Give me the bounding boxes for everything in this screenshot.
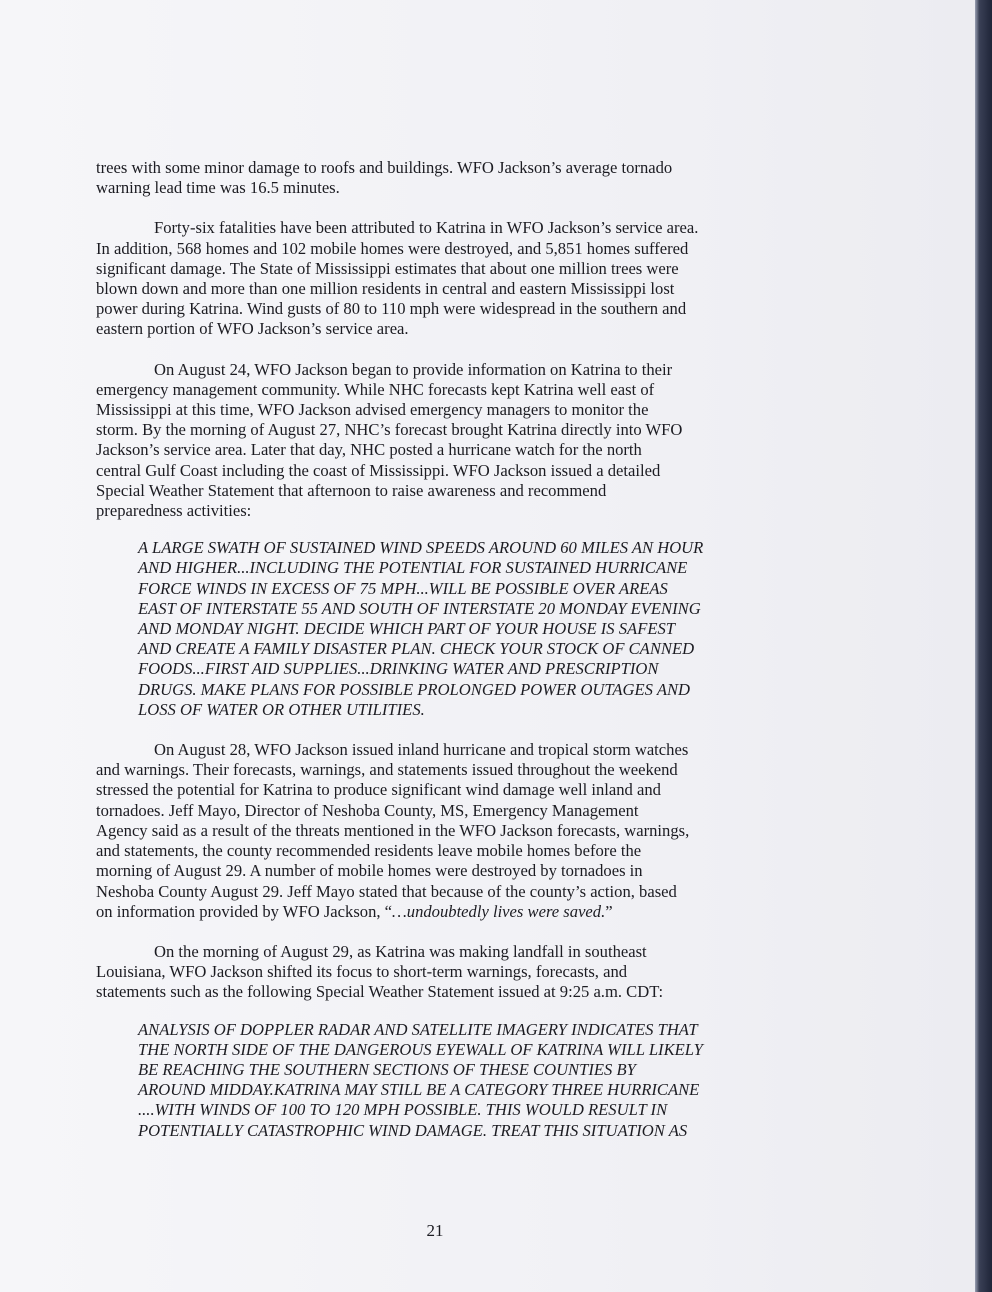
- binding-edge: [975, 0, 992, 1292]
- paragraph-august-29: On the morning of August 29, as Katrina was making landfall in southeast Louisiana, WFO Jackson shifted its focus to short-term warnings, forecasts, and statements such as the following Special Weather Statement issued at 9:25 a.m. CDT:: [96, 941, 664, 1002]
- paragraph-august-24: On August 24, WFO Jackson began to provide information on Katrina to their emergency management community. While NHC forecasts kept Katrina well east of Mississippi at this time, WFO Jackson advised emergency managers to monitor the storm. By the morning of August 27, NHC’s forecast brought Katrina directly into WFO Jackson’s service area. Later that day, NHC posted a hurricane watch for the north central Gulf Coast including the coast of Mississippi. WFO Jackson issued a detailed Special Weather Statement that afternoon to raise awareness and recommend preparedness activities:: [96, 359, 683, 521]
- page-number: 21: [426, 1221, 444, 1240]
- paragraph-fatalities: Forty-six fatalities have been attributed to Katrina in WFO Jackson’s service area. In addition, 568 homes and 102 mobile homes were destroyed, and 5,851 homes suffered significant damage. The State of Mississippi estimates that about one million trees were blown down and more than one million residents in central and eastern Mississippi lost power during Katrina. Wind gusts of 80 to 110 mph were widespread in the southern and eastern portion of WFO Jackson’s service area.: [96, 218, 699, 339]
- paragraph-tornado-lead-time: trees with some minor damage to roofs and buildings. WFO Jackson’s average tornado warning lead time was 16.5 minutes.: [96, 158, 673, 198]
- paragraph-august-28: [96, 740, 796, 922]
- doppler-radar-statement-quote: ANALYSIS OF DOPPLER RADAR AND SATELLITE IMAGERY INDICATES THAT THE NORTH SIDE OF THE DANGEROUS EYEWALL OF KATRINA WILL LIKELY BE REACHING THE SOUTHERN SECTIONS OF THESE COUNTIES BY AROUND MIDDAY.KATRINA MAY STILL BE A CATEGORY THREE HURRICANE ....WITH WINDS OF 100 TO 120 MPH POSSIBLE. THIS WOULD RESULT IN POTENTIALLY CATASTROPHIC WIND DAMAGE. TREAT THIS SITUATION AS: [138, 1019, 703, 1140]
- closing-quote-mark: ”: [605, 901, 613, 921]
- paragraph-august-28-text: On August 28, WFO Jackson issued inland hurricane and tropical storm watches and warnings. Their forecasts, warnings, and statements issued throughout the weekend stressed the potential for Katrina to produce significant wind damage well inland and tornadoes. Jeff Mayo, Director of Neshoba County, MS, Emergency Management Agency said as a result of the threats mentioned in the WFO Jackson forecasts, warnings, and statements, the county recommended residents leave mobile homes before the morning of August 29. A number of mobile homes were destroyed by tornadoes in Neshoba County August 29. Jeff Mayo stated that because of the county’s action, based on information provided by WFO Jackson, “: [96, 740, 690, 921]
- body-text: [96, 158, 796, 1141]
- special-weather-statement-quote: A LARGE SWATH OF SUSTAINED WIND SPEEDS AROUND 60 MILES AN HOUR AND HIGHER...INCLUDING THE POTENTIAL FOR SUSTAINED HURRICANE FORCE WINDS IN EXCESS OF 75 MPH...WILL BE POSSIBLE OVER AREAS EAST OF INTERSTATE 55 AND SOUTH OF INTERSTATE 20 MONDAY EVENING AND MONDAY NIGHT. DECIDE WHICH PART OF YOUR HOUSE IS SAFEST AND CREATE A FAMILY DISASTER PLAN. CHECK YOUR STOCK OF CANNED FOODS...FIRST AID SUPPLIES...DRINKING WATER AND PRESCRIPTION DRUGS. MAKE PLANS FOR POSSIBLE PROLONGED POWER OUTAGES AND LOSS OF WATER OR OTHER UTILITIES.: [138, 538, 704, 719]
- lives-saved-quote: …undoubtedly lives were saved.: [392, 901, 606, 921]
